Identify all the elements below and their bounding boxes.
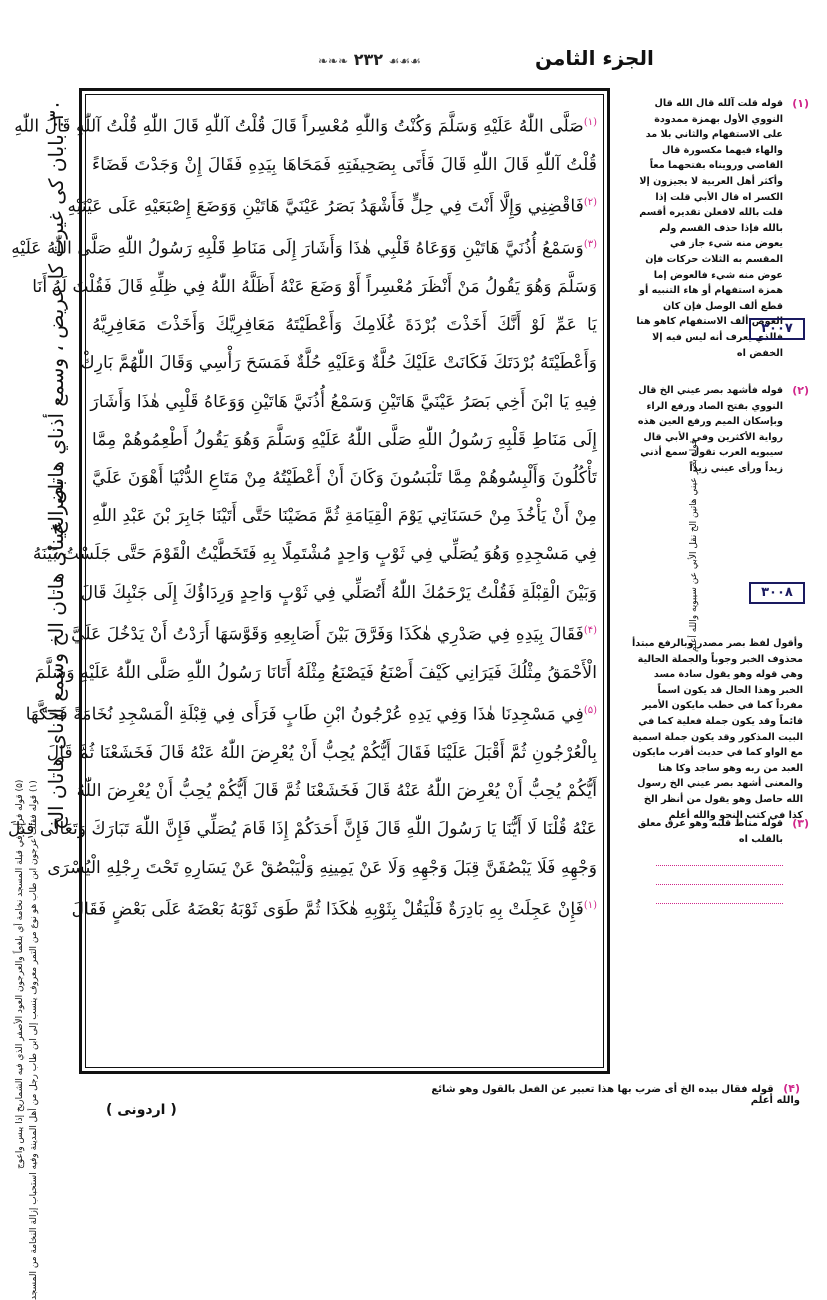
- side-note-number: (۳): [792, 817, 809, 830]
- text-line: عَنْهُ قُلْنَا لَا أَيُّنَا يَا رَسُولَ اللّٰهِ قَالَ فَإِنَّ أَحَدَكُمْ إِذَا قَامَ يُصَلِّي فَإِنَّ اللّٰهَ تَبَارَكَ وَتَعَالَى قِبَلَ: [8, 819, 597, 840]
- page-number: [318, 50, 421, 69]
- footnote-reference: (۱): [583, 117, 597, 128]
- dotted-line: [656, 851, 783, 866]
- text-line: الْأَحْمَقُ مِثْلُكَ فَيَرَانِي كَيْفَ أَصْنَعُ فَيَصْنَعُ مِثْلَهُ أَتَانَا رَسُولُ اللّٰهِ صَلَّى اللّٰهُ عَلَيْهِ وَسَلَّمَ: [34, 662, 597, 683]
- side-note-number: (۱): [792, 97, 809, 110]
- text-line: وَجْهِهِ فَلَا يَبْصُقَنَّ قِبَلَ وَجْهِهِ وَلَا عَنْ يَمِينِهِ وَلْيَبْصُقْ عَنْ يَسَارِهِ تَحْتَ رِجْلِهِ الْيُسْرَى: [47, 857, 597, 878]
- side-note-text: قوله قلت آلله قال الله قال النووي الأول بهمزة ممدودة على الاستفهام والثاني بلا مد والهاء فيهما مكسورة قال القاضي ورويناه بفتحهما معاً وأكثر أهل العربية لا يجيزون إلا الكسر اه قال الأبي قلت إذا قلت بالله لافعلن تقديره أقسم بالله فإذا حذف القسم ولم يعوض منه شيء جاز في المقسم به الثلاث حركات فإن عوض منه شيء فالعوض إما همزة استفهام أو هاء التنبيه أو قطع ألف الوصل فإن كان العوض ألف الاستفهام كاهو هنا فالذي يعرف أنه ليس فيه إلا الخفض اه: [636, 98, 783, 359]
- text-line: قُلْتُ آللّٰهِ قَالَ اللّٰهِ قَالَ فَأَتَى بِصَحِيفَتِهِ فَمَحَاهَا بِيَدِهِ فَقَالَ إِنْ وَجَدْتَ قَضَاءً: [92, 154, 597, 175]
- text-line: وَبَيْنَ الْقِبْلَةِ فَقُلْتُ يَرْحَمُكَ اللّٰهُ أَتُصَلِّي فِي ثَوْبٍ وَاحِدٍ وَرِدَاؤُكَ إِلَى جَنْبِكَ قَالَ: [80, 582, 597, 603]
- hadith-number-marker: ۳۰۰۸: [749, 582, 805, 604]
- text-line: $^{(۵)}$فِي مَسْجِدِنَا هٰذَا وَفِي يَدِهِ عُرْجُونُ ابْنِ طَابٍ فَرَأَى فِي قِبْلَةِ الْمَسْجِدِ نُخَامَةً فَحَكَّهَا: [25, 704, 597, 725]
- ornament-left-icon: ❧❧❧: [318, 54, 349, 68]
- side-note-text: قوله مناط قلبه وهو عرق معلق بالقلب اه: [637, 818, 783, 845]
- part-title: الجزء الثامن: [535, 46, 654, 70]
- hadith-number-marker: ۳۰۰۷: [749, 318, 805, 340]
- dotted-line: [656, 870, 783, 885]
- text-line: $^{(۴)}$فَقَالَ بِيَدِهِ فِي صَدْرِي هٰكَذَا وَفَرَّقَ بَيْنَ أَصَابِعِهِ وَقَوَّسَهَا أَرَدْتُ أَنْ يَدْخُلَ عَلَيَّ: [71, 624, 597, 645]
- side-note-text: وأقول لفظ بصر مصدر وبالرفع مبتدأ محذوف الخبر وجوباً والجملة الحالية وهي قوله وهو يقول سادة مسد الخبر وهذا الحال قد يكون اسماً مفرداً كما في خطب مايكون الأمير قائماً وقد يكون جملة فعلية كما في البيت المذكور وقد يكون جملة اسمية مع الواو كما في حديث أقرب مايكون العبد من ربه وهو ساجد وكا هنا والمعنى أشهد بصر عيني الخ رسول الله حاصل وهو يقول من أنظر الخ كذا في كتب النحو والله أعلم: [631, 638, 803, 821]
- side-note-number: (۲): [792, 384, 809, 397]
- mid-margin-note: قوله بصر عيني هاتين الخ نقل الأبي عن سيبويه والله أعلم: [689, 440, 699, 653]
- text-line: بِالْعُرْجُونِ ثُمَّ أَقْبَلَ عَلَيْنَا فَقَالَ أَيُّكُمْ يُحِبُّ أَنْ يُعْرِضَ اللّٰهُ عَنْهُ قَالَ فَخَشَعْنَا ثُمَّ قَالَ: [46, 742, 597, 763]
- text-line: $^{(۳)}$وَسَمْعُ أُذُنَيَّ هَاتَيْنِ وَوَعَاهُ قَلْبِي هٰذَا وَأَشَارَ إِلَى مَنَاطِ قَلْبِهِ رَسُولُ اللّٰهِ صَلَّى اللّٰهُ عَلَيْهِ: [11, 238, 597, 259]
- text-line: فِيهِ يَا ابْنَ أَخِي بَصَرُ عَيْنَيَّ هَاتَيْنِ وَسَمْعُ أُذُنَيَّ هَاتَيْنِ وَوَعَاهُ قَلْبِي هٰذَا وَأَشَارَ: [90, 391, 597, 412]
- footnote-reference: (۱): [583, 899, 597, 911]
- left-margin-text-2: ۳۰: بابان کی غیرت کا عریض ، وسمع أذناي هاتان الخ: [44, 100, 68, 536]
- side-note-3: [632, 636, 807, 823]
- bottom-note-text: قوله فقال بيده الخ أى ضرب بها هذا تعبير عن الفعل بالقول وهو شائع والله أعلم: [431, 1084, 800, 1106]
- side-note-4: [632, 816, 807, 904]
- footnote-reference: (۴): [583, 624, 597, 636]
- text-line: أَيُّكُمْ يُحِبُّ أَنْ يُعْرِضَ اللّٰهُ عَنْهُ قَالَ فَخَشَعْنَا ثُمَّ قَالَ أَيُّكُمْ يُحِبُّ أَنْ يُعْرِضَ اللّٰهُ: [76, 781, 597, 802]
- text-line: تَأْكُلُونَ وَأَلْبِسُوهُمْ مِمَّا تَلْبَسُونَ وَكَانَ أَنْ أَعْطَيْتُهُ مِنْ مَتَاعِ الدُّنْيَا أَهْوَنَ عَلَيَّ: [92, 468, 597, 489]
- footer-label: ( اردونی ): [106, 1102, 177, 1118]
- bottom-note-number: (۴): [783, 1082, 800, 1095]
- footnote-reference: (۲): [583, 197, 597, 209]
- left-margin-note-1: (۱) قوله فقلت عرجون ابن طاب هو نوع من التمر معروف ينسب إلى ابن طاب رجل من أهل المدينة وفيه استحباب إزالة النخامة من المسجد: [29, 780, 39, 1300]
- text-line: فِي مَسْجِدِهِ وَهُوَ يُصَلِّي فِي ثَوْبٍ وَاحِدٍ مُشْتَمِلًا بِهِ فَتَخَطَّيْتُ الْقَوْمَ حَتَّى جَلَسْتُ بَيْنَهُ: [32, 544, 597, 565]
- dotted-line: [656, 889, 783, 904]
- text-line: $^{(۱)}$صَلَّى اللّٰهُ عَلَيْهِ وَسَلَّمَ وَكُنْتُ وَاللّٰهِ مُعْسِراً قَالَ قُلْتُ آللّٰهِ قَالَ اللّٰهِ قُلْتُ آللّٰهِ قَالَ اللّٰهِ: [14, 116, 597, 137]
- footnote-reference: (۵): [583, 704, 597, 716]
- text-line: $^{(۲)}$فَاقْضِنِي وَإِلَّا أَنْتَ فِي حِلٍّ فَأَشْهَدُ بَصَرُ عَيْنَيَّ هَاتَيْنِ وَوَضَعَ إِصْبَعَيْهِ عَلَى عَيْنَيْهِ: [67, 196, 597, 217]
- text-line: وَسَلَّمَ وَهُوَ يَقُولُ مَنْ أَنْظَرَ مُعْسِراً أَوْ وَضَعَ عَنْهُ أَظَلَّهُ اللّٰهُ فِي ظِلِّهِ قَالَ فَقُلْتُ لَهُ أَنَا: [32, 277, 597, 298]
- side-notes: [632, 96, 807, 1016]
- page-number-value: ۲۳۲: [353, 50, 384, 69]
- bottom-note: [420, 1082, 800, 1106]
- left-margin-text-1: بصر عيناى هاتان الخ وسمع أذناى هاتان الخ: [44, 480, 68, 830]
- ornament-right-icon: ☙☙☙: [388, 54, 421, 68]
- side-note-text: قوله فأشهد بصر عيني الخ قال النووي بفتح الصاد ورفع الراء وبإسكان الميم ورفع العين هذه رواية الأكثرين وفي الأبي قال سيبويه العرب تقول سمع أذني زيداً ورأى عيني زيداً: [637, 385, 783, 474]
- text-line: مِنْ أَنْ يَأْخُذَ مِنْ حَسَنَاتِي يَوْمَ الْقِيَامَةِ ثُمَّ مَضَيْنَا حَتَّى أَتَيْنَا جَابِرَ بْنَ عَبْدِ اللّٰهِ: [92, 506, 597, 527]
- footnote-reference: (۳): [583, 239, 597, 251]
- text-line: وَأَعْطَيْتَهُ بُرْدَتَكَ فَكَانَتْ عَلَيْكَ حُلَّةٌ وَعَلَيْهِ حُلَّةٌ فَمَسَحَ رَأْسِي وَقَالَ اللّٰهُمَّ بَارِكْ: [80, 353, 597, 374]
- left-margin: [10, 100, 70, 1300]
- left-margin-note-2: (۵) قوله فرأى في قبلة المسجد نخامة أي بلغماً والعرجون العود الأصفر الذي فيه الشماريخ إذا يبس واعوج: [15, 780, 25, 1170]
- text-line: إِلَى مَنَاطِ قَلْبِهِ رَسُولُ اللّٰهِ صَلَّى اللّٰهُ عَلَيْهِ وَسَلَّمَ وَهُوَ يَقُولُ أَطْعِمُوهُمْ مِمَّا: [92, 429, 597, 450]
- side-note-2: [632, 383, 807, 477]
- text-line: $^{(۱)}$فَإِنْ عَجِلَتْ بِهِ بَادِرَةٌ فَلْيَقُلْ بِثَوْبِهِ هٰكَذَا ثُمَّ طَوَى ثَوْبَهُ بَعْضَهُ عَلَى بَعْضٍ فَقَالَ: [71, 899, 597, 920]
- text-line: يَا عَمِّ لَوْ أَنَّكَ أَخَذْتَ بُرْدَةَ غُلَامِكَ وَأَعْطَيْتَهُ مَعَافِرِيَّكَ وَأَخَذْتَ مَعَافِرِيَّهُ: [92, 315, 597, 336]
